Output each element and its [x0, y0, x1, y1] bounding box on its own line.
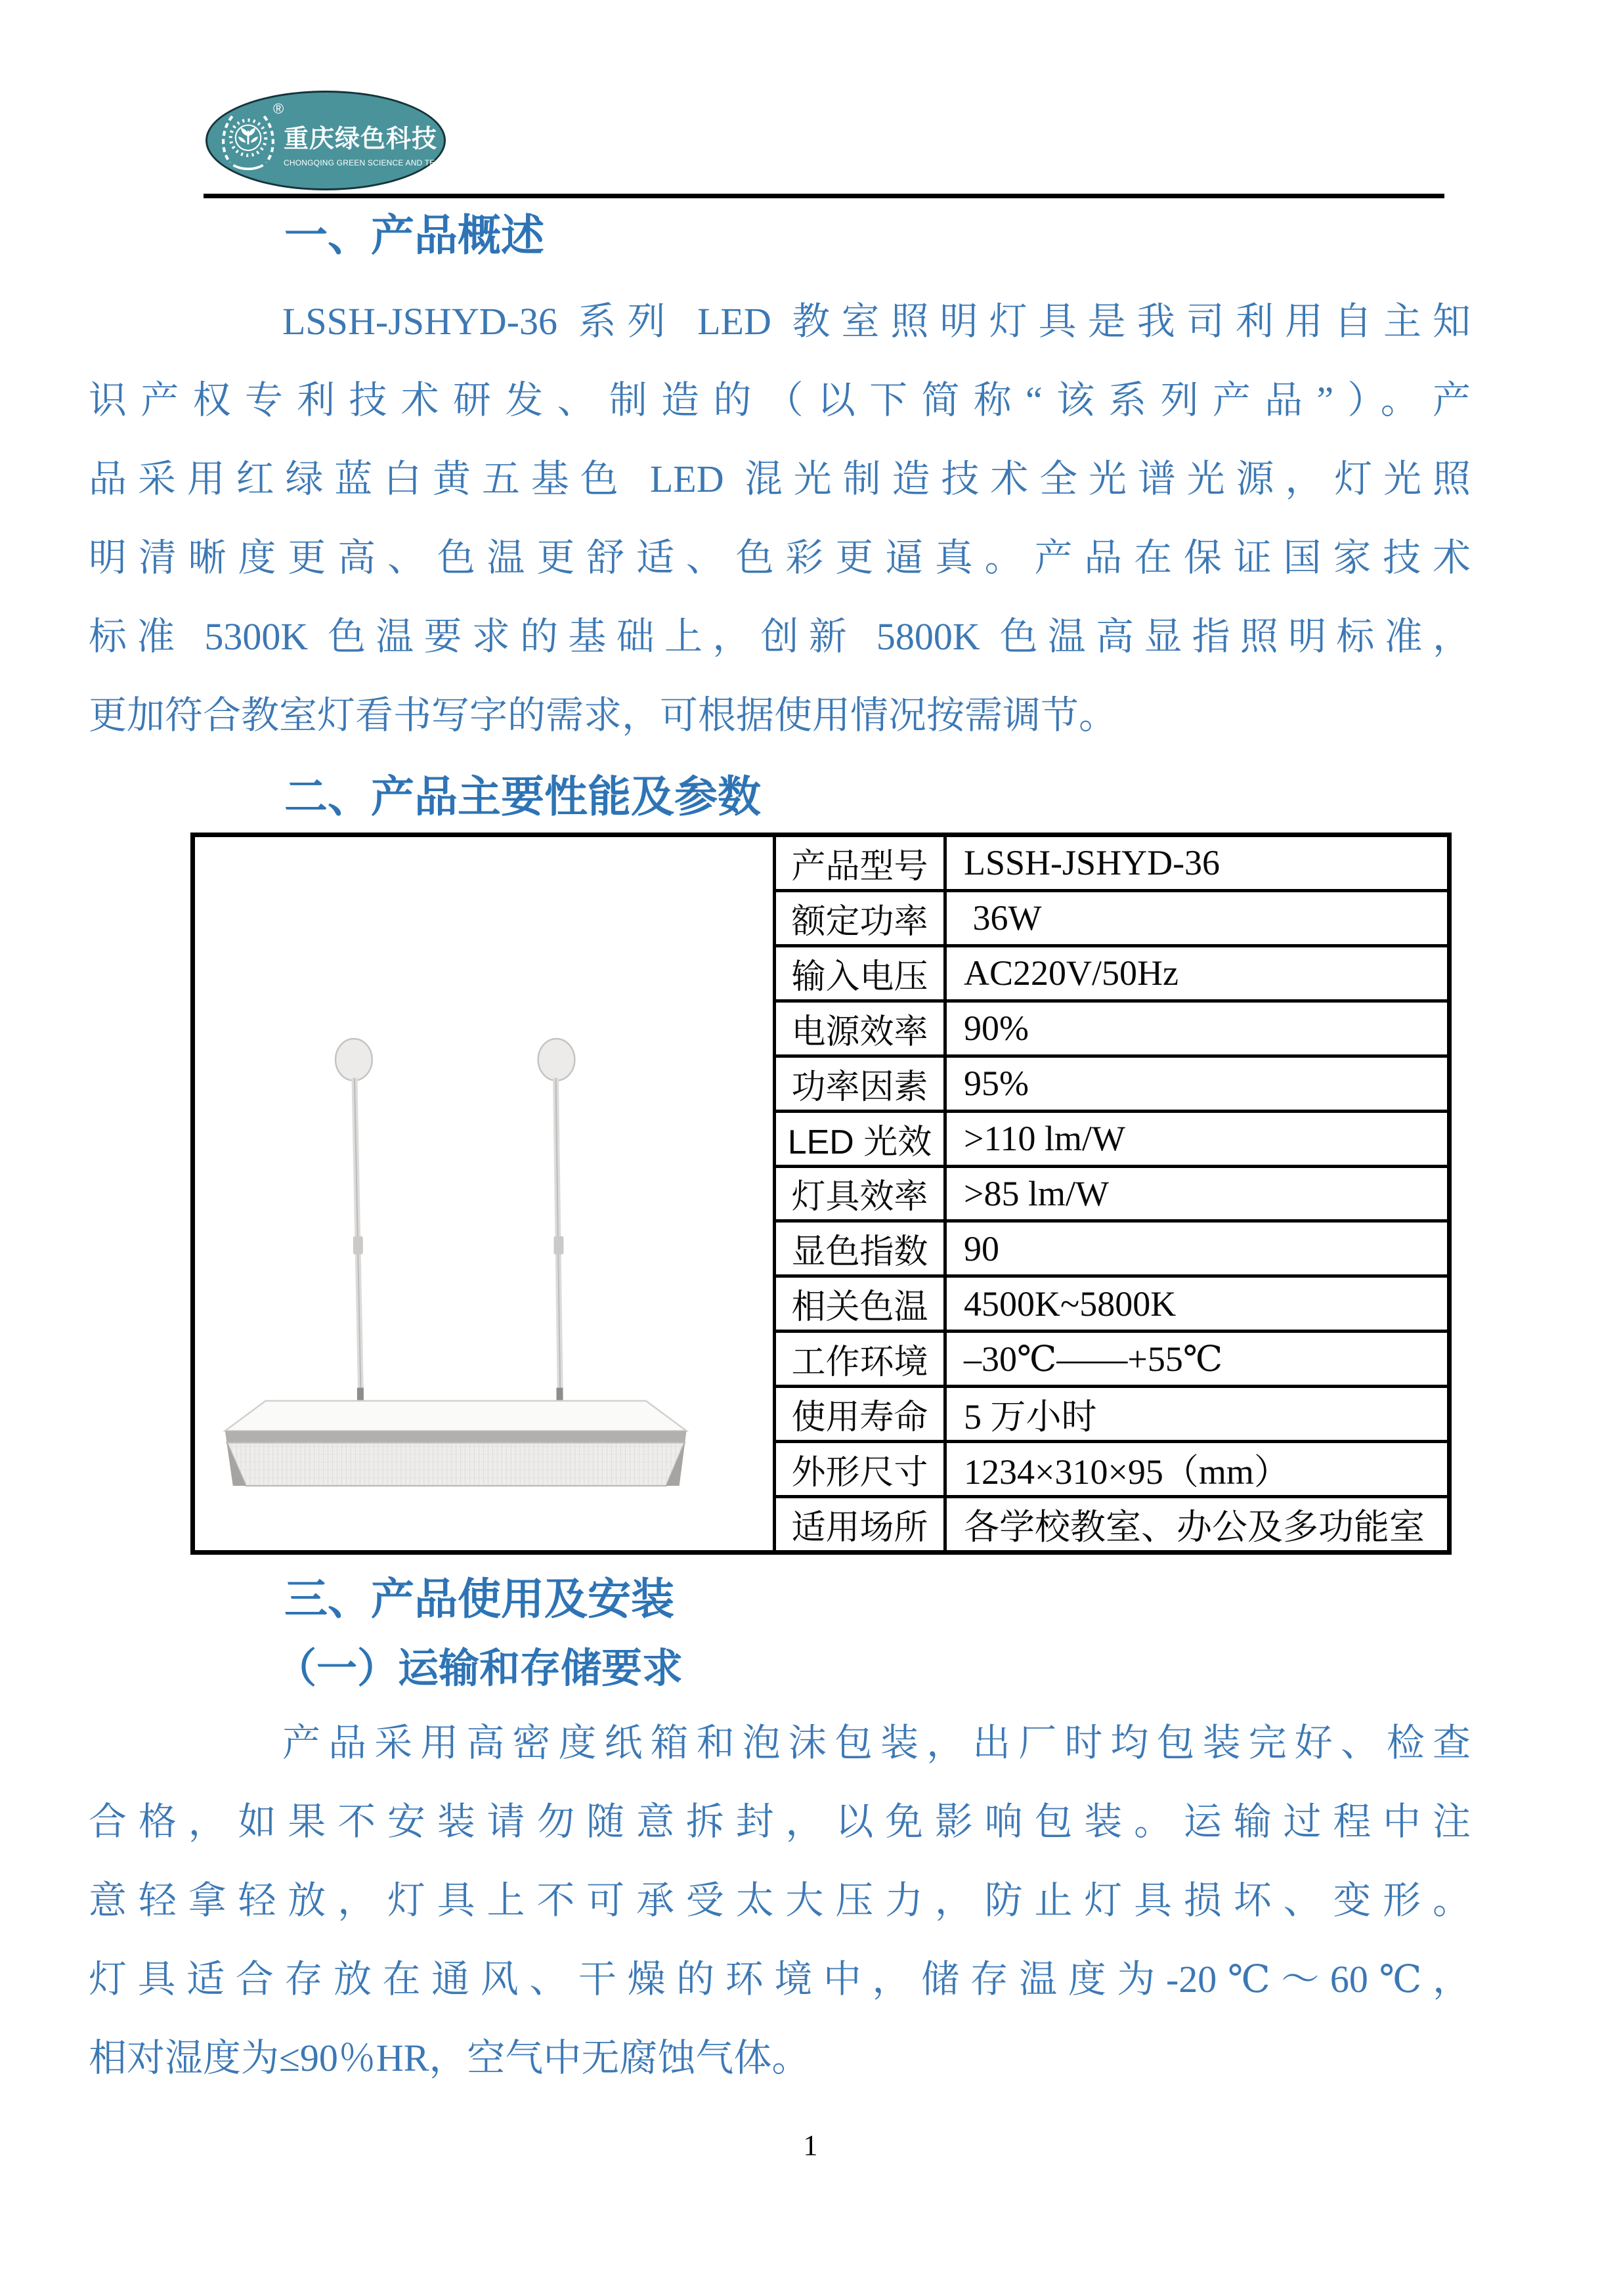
spec-label: 输入电压: [776, 947, 943, 999]
logo-english-name: CHONGQING GREEN SCIENCE AND TECHNOLOG: [284, 158, 476, 167]
spec-value: AC220V/50Hz: [947, 947, 1447, 999]
spec-label: LED 光效: [776, 1113, 943, 1165]
subsection-heading-1: （一）运输和存储要求: [276, 1647, 683, 1691]
spec-label: 电源效率: [776, 1003, 943, 1054]
spec-label: 相关色温: [776, 1278, 943, 1330]
section-heading-1: 一、产品概述: [284, 212, 544, 260]
spec-value: –30℃——+55℃: [947, 1333, 1447, 1385]
spec-value: 36W: [947, 892, 1447, 944]
overview-paragraph: [89, 282, 1471, 755]
company-logo: [205, 91, 476, 190]
spec-value: 各学校教室、办公及多功能室: [947, 1498, 1447, 1550]
spec-value: LSSH-JSHYD-36: [947, 837, 1447, 889]
spec-value: 95%: [947, 1058, 1447, 1110]
paragraph-line: 标准 5300K 色温要求的基础上，创新 5800K 色温高显指照明标准，: [89, 615, 1471, 658]
logo-text-column: [284, 118, 476, 167]
paragraph-line: 意轻拿轻放，灯具上不可承受太大压力，防止灯具损坏、变形。: [89, 1879, 1471, 1922]
spec-label: 工作环境: [776, 1333, 943, 1385]
spec-label: 适用场所: [776, 1498, 943, 1550]
paragraph-line: LSSH-JSHYD-36 系列 LED 教室照明灯具是我司利用自主知: [282, 300, 1471, 343]
paragraph-line: 更加符合教室灯看书写字的需求，可根据使用情况按需调节。: [89, 694, 1117, 737]
paragraph-line: 明清晰度更高、色温更舒适、色彩更逼真。产品在保证国家技术: [89, 536, 1471, 579]
spec-value: 90: [947, 1223, 1447, 1274]
pendant-lamp-illustration: [195, 837, 773, 1550]
paragraph-line: 识产权专利技术研发、制造的（以下简称“该系列产品”）。产: [89, 379, 1471, 422]
spec-label: 灯具效率: [776, 1168, 943, 1220]
paragraph-line: 合格，如果不安装请勿随意拆封，以免影响包装。运输过程中注: [89, 1800, 1471, 1843]
spec-label: 外形尺寸: [776, 1443, 943, 1495]
section-heading-2: 二、产品主要性能及参数: [284, 773, 761, 821]
spec-label: 使用寿命: [776, 1388, 943, 1440]
wreath-emblem-icon: [218, 105, 278, 176]
spec-value: 90%: [947, 1003, 1447, 1054]
page-number: 1: [803, 2129, 818, 2161]
paragraph-line: 灯具适合存放在通风、干燥的环境中，储存温度为-20℃～60℃，: [89, 1958, 1471, 2001]
spec-label: 功率因素: [776, 1058, 943, 1110]
spec-table: [190, 833, 1452, 1555]
section-heading-3: 三、产品使用及安装: [284, 1576, 674, 1624]
spec-value: >110 lm/W: [947, 1113, 1447, 1165]
logo-chinese-name: 重庆绿色科技: [284, 125, 438, 153]
spec-value: >85 lm/W: [947, 1168, 1447, 1220]
registered-trademark-icon: ®: [273, 100, 284, 117]
paragraph-line: 产品采用高密度纸箱和泡沫包装，出厂时均包装完好、检查: [282, 1722, 1471, 1764]
spec-label: 额定功率: [776, 892, 943, 944]
transport-storage-paragraph: [89, 1704, 1471, 2098]
spec-value: 1234×310×95（mm）: [947, 1443, 1447, 1495]
product-image: [195, 837, 773, 1550]
paragraph-line: 品采用红绿蓝白黄五基色 LED 混光制造技术全光谱光源，灯光照: [89, 458, 1471, 500]
spec-value: 5 万小时: [947, 1388, 1447, 1440]
spec-label: 显色指数: [776, 1223, 943, 1274]
spec-value: 4500K~5800K: [947, 1278, 1447, 1330]
spec-label: 产品型号: [776, 837, 943, 889]
paragraph-line: 相对湿度为≤90％HR，空气中无腐蚀气体。: [89, 2037, 810, 2079]
